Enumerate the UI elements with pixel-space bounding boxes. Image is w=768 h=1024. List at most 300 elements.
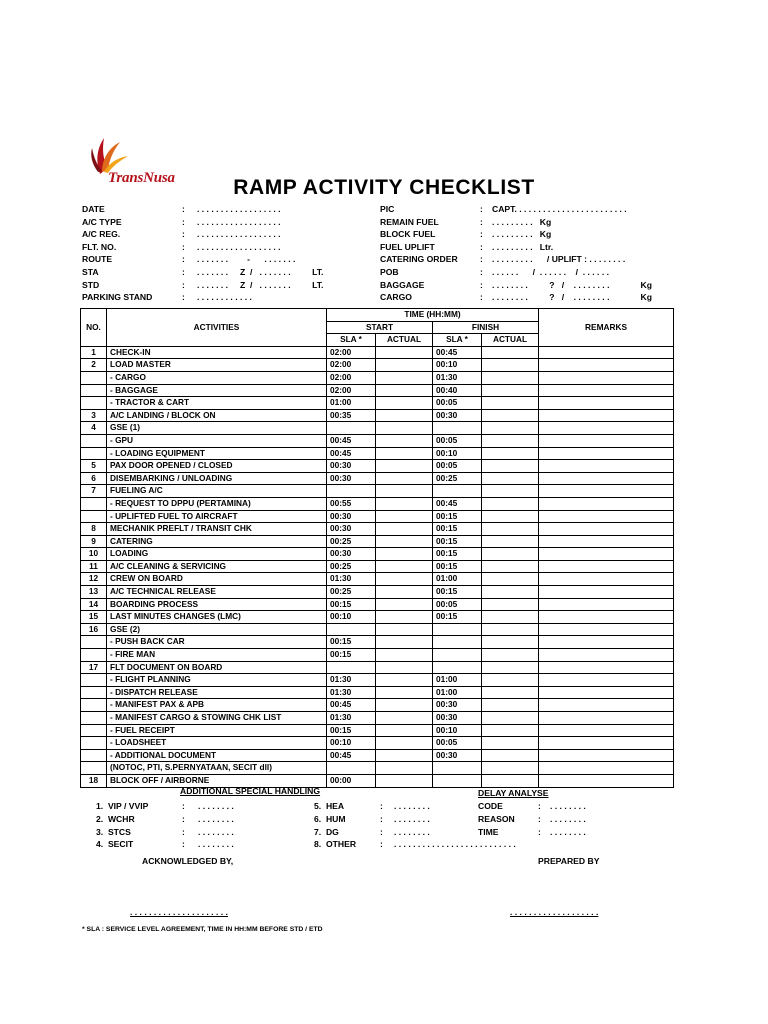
row-number: 16 [81, 623, 107, 636]
start-actual-cell[interactable] [376, 598, 433, 611]
field-label: 5. HEA [314, 801, 345, 811]
finish-sla-cell: 00:15 [433, 523, 482, 536]
table-row [81, 346, 674, 359]
row-number: 13 [81, 586, 107, 599]
remarks-cell[interactable] [539, 611, 674, 624]
finish-actual-cell[interactable] [482, 371, 539, 384]
start-actual-cell[interactable] [376, 497, 433, 510]
start-actual-cell[interactable] [376, 560, 433, 573]
start-sla-cell [327, 623, 376, 636]
col-header-finish: FINISH [433, 321, 539, 334]
finish-sla-cell [433, 636, 482, 649]
finish-sla-cell: 00:10 [433, 724, 482, 737]
finish-actual-cell[interactable] [482, 749, 539, 762]
row-number: 18 [81, 774, 107, 787]
finish-sla-cell: 00:05 [433, 434, 482, 447]
field-label: 7. DG [314, 826, 339, 837]
finish-actual-cell[interactable] [482, 560, 539, 573]
header-field-row [82, 266, 372, 279]
header-field-value[interactable]: . . . . . . . . . . . . . . . . . . [197, 216, 281, 227]
colon-separator: : [182, 229, 185, 240]
finish-actual-cell[interactable] [482, 472, 539, 485]
header-field-row [82, 241, 372, 254]
finish-sla-cell: 00:30 [433, 699, 482, 712]
row-number: 10 [81, 548, 107, 561]
row-number: 17 [81, 661, 107, 674]
header-field-value[interactable]: . . . . . . . . . Ltr. [492, 241, 554, 252]
table-row [81, 611, 674, 624]
finish-actual-cell[interactable] [482, 397, 539, 410]
remarks-cell[interactable] [539, 560, 674, 573]
finish-sla-cell: 00:15 [433, 510, 482, 523]
activity-table [80, 308, 674, 788]
row-number: 1 [81, 346, 107, 359]
header-field-row [380, 203, 680, 216]
header-field-value[interactable]: . . . . . . . - . . . . . . . [197, 254, 296, 265]
start-actual-cell[interactable] [376, 523, 433, 536]
finish-sla-cell: 00:05 [433, 598, 482, 611]
row-number: 12 [81, 573, 107, 586]
start-actual-cell[interactable] [376, 686, 433, 699]
table-row [81, 774, 674, 787]
remarks-cell[interactable] [539, 359, 674, 372]
finish-actual-cell[interactable] [482, 611, 539, 624]
finish-actual-cell[interactable] [482, 535, 539, 548]
start-sla-cell: 01:30 [327, 686, 376, 699]
activity-name: MECHANIK PREFLT / TRANSIT CHK [107, 523, 327, 536]
finish-actual-cell[interactable] [482, 686, 539, 699]
start-sla-cell: 01:00 [327, 397, 376, 410]
finish-actual-cell[interactable] [482, 586, 539, 599]
finish-actual-cell[interactable] [482, 724, 539, 737]
header-field-label: A/C TYPE [82, 216, 122, 227]
remarks-cell[interactable] [539, 371, 674, 384]
field-value[interactable]: . . . . . . . . [198, 826, 234, 837]
header-field-label: FUEL UPLIFT [380, 241, 435, 252]
finish-sla-cell: 01:00 [433, 686, 482, 699]
start-actual-cell[interactable] [376, 447, 433, 460]
header-field-value[interactable]: . . . . . . . . . . . . . . . . . . [197, 204, 281, 214]
remarks-cell[interactable] [539, 346, 674, 359]
colon-separator: : [182, 839, 185, 850]
col-header-no: NO. [81, 309, 107, 347]
remarks-cell[interactable] [539, 686, 674, 699]
colon-separator: : [182, 241, 185, 252]
remarks-cell[interactable] [539, 397, 674, 410]
finish-actual-cell[interactable] [482, 699, 539, 712]
start-sla-cell: 00:25 [327, 586, 376, 599]
start-sla-cell: 00:45 [327, 447, 376, 460]
header-field-value[interactable]: . . . . . . . Z / . . . . . . . LT. [197, 267, 324, 277]
header-field-row [380, 279, 680, 292]
start-actual-cell[interactable] [376, 649, 433, 662]
start-sla-cell: 00:45 [327, 699, 376, 712]
header-field-value[interactable]: . . . . . . . . ? / . . . . . . . . Kg [492, 279, 652, 290]
start-sla-cell: 00:15 [327, 636, 376, 649]
field-value[interactable]: . . . . . . . . [198, 813, 234, 824]
colon-separator: : [182, 279, 185, 290]
table-row [81, 497, 674, 510]
activity-name: - MANIFEST PAX & APB [107, 699, 327, 712]
start-actual-cell[interactable] [376, 661, 433, 674]
prepared-by-label: PREPARED BY [538, 856, 600, 866]
form-field-row [478, 813, 658, 826]
finish-actual-cell[interactable] [482, 762, 539, 775]
start-sla-cell: 01:30 [327, 674, 376, 687]
row-number [81, 434, 107, 447]
remarks-cell[interactable] [539, 586, 674, 599]
table-row [81, 523, 674, 536]
remarks-cell[interactable] [539, 712, 674, 725]
start-sla-cell: 01:30 [327, 712, 376, 725]
row-number [81, 674, 107, 687]
finish-actual-cell[interactable] [482, 460, 539, 473]
finish-sla-cell [433, 649, 482, 662]
table-row [81, 649, 674, 662]
header-field-label: PIC [380, 204, 395, 214]
start-actual-cell[interactable] [376, 586, 433, 599]
table-row [81, 560, 674, 573]
finish-actual-cell[interactable] [482, 737, 539, 750]
remarks-cell[interactable] [539, 737, 674, 750]
colon-separator: : [480, 292, 483, 303]
row-number [81, 384, 107, 397]
table-row [81, 510, 674, 523]
start-actual-cell[interactable] [376, 384, 433, 397]
start-actual-cell[interactable] [376, 573, 433, 586]
table-row [81, 460, 674, 473]
colon-separator: : [538, 813, 541, 824]
colon-separator: : [380, 826, 383, 837]
activity-name: GSE (1) [107, 422, 327, 435]
start-sla-cell: 00:25 [327, 535, 376, 548]
field-label: 8. OTHER [314, 839, 357, 850]
field-label: CODE [478, 801, 503, 811]
remarks-cell[interactable] [539, 472, 674, 485]
field-value[interactable]: . . . . . . . . [394, 801, 430, 811]
remarks-cell[interactable] [539, 447, 674, 460]
table-row [81, 535, 674, 548]
header-field-value[interactable]: . . . . . . . . . Kg [492, 216, 552, 227]
finish-actual-cell[interactable] [482, 359, 539, 372]
start-sla-cell: 00:30 [327, 523, 376, 536]
col-header-time: TIME (HH:MM) [327, 309, 539, 322]
special-handling-col1 [96, 800, 296, 851]
remarks-cell[interactable] [539, 623, 674, 636]
header-field-value[interactable]: . . . . . . / . . . . . . / . . . . . . [492, 267, 609, 277]
colon-separator: : [182, 826, 185, 837]
table-row [81, 586, 674, 599]
table-row [81, 422, 674, 435]
start-actual-cell[interactable] [376, 535, 433, 548]
table-row [81, 409, 674, 422]
table-row [81, 447, 674, 460]
finish-sla-cell [433, 623, 482, 636]
finish-actual-cell[interactable] [482, 774, 539, 787]
remarks-cell[interactable] [539, 497, 674, 510]
start-sla-cell: 00:30 [327, 472, 376, 485]
remarks-cell[interactable] [539, 535, 674, 548]
activity-name: GSE (2) [107, 623, 327, 636]
header-field-value[interactable]: . . . . . . . . . / UPLIFT : . . . . . . . . [492, 254, 626, 265]
activity-name: A/C CLEANING & SERVICING [107, 560, 327, 573]
start-actual-cell[interactable] [376, 712, 433, 725]
finish-actual-cell[interactable] [482, 674, 539, 687]
row-number [81, 737, 107, 750]
logo-text: TransNusa [108, 170, 175, 186]
remarks-cell[interactable] [539, 699, 674, 712]
finish-actual-cell[interactable] [482, 623, 539, 636]
finish-actual-cell[interactable] [482, 384, 539, 397]
start-sla-cell: 00:10 [327, 737, 376, 750]
header-field-value[interactable]: . . . . . . . . . . . . . . . . . . [197, 241, 281, 252]
colon-separator: : [182, 292, 185, 303]
remarks-cell[interactable] [539, 762, 674, 775]
remarks-cell[interactable] [539, 548, 674, 561]
remarks-cell[interactable] [539, 661, 674, 674]
remarks-cell[interactable] [539, 749, 674, 762]
finish-actual-cell[interactable] [482, 598, 539, 611]
activity-name: - BAGGAGE [107, 384, 327, 397]
start-actual-cell[interactable] [376, 510, 433, 523]
start-actual-cell[interactable] [376, 548, 433, 561]
remarks-cell[interactable] [539, 409, 674, 422]
row-number [81, 699, 107, 712]
form-field-row [478, 800, 658, 813]
start-sla-cell: 01:30 [327, 573, 376, 586]
field-value[interactable]: . . . . . . . . [550, 801, 586, 811]
header-field-row [82, 279, 372, 292]
field-value[interactable]: . . . . . . . . [198, 801, 234, 811]
activity-name: BLOCK OFF / AIRBORNE [107, 774, 327, 787]
col-header-finish-sla: SLA * [433, 334, 482, 347]
remarks-cell[interactable] [539, 434, 674, 447]
start-actual-cell[interactable] [376, 422, 433, 435]
header-field-label: STA [82, 267, 99, 277]
row-number [81, 712, 107, 725]
row-number: 4 [81, 422, 107, 435]
finish-actual-cell[interactable] [482, 573, 539, 586]
start-actual-cell[interactable] [376, 623, 433, 636]
col-header-start-sla: SLA * [327, 334, 376, 347]
header-field-label: BAGGAGE [380, 279, 425, 290]
remarks-cell[interactable] [539, 384, 674, 397]
start-sla-cell: 02:00 [327, 371, 376, 384]
start-actual-cell[interactable] [376, 359, 433, 372]
row-number [81, 497, 107, 510]
header-field-row [82, 228, 372, 241]
start-sla-cell: 00:55 [327, 497, 376, 510]
colon-separator: : [480, 241, 483, 252]
activity-name: - TRACTOR & CART [107, 397, 327, 410]
field-value[interactable]: . . . . . . . . [550, 826, 586, 837]
start-actual-cell[interactable] [376, 749, 433, 762]
remarks-cell[interactable] [539, 510, 674, 523]
finish-actual-cell[interactable] [482, 510, 539, 523]
table-row [81, 485, 674, 498]
start-actual-cell[interactable] [376, 346, 433, 359]
header-field-value[interactable]: . . . . . . . . ? / . . . . . . . . Kg [492, 292, 652, 303]
form-field-row [96, 800, 296, 813]
finish-actual-cell[interactable] [482, 497, 539, 510]
table-row [81, 623, 674, 636]
colon-separator: : [182, 813, 185, 824]
activity-name: (NOTOC, PTI, S.PERNYATAAN, SECIT dll) [107, 762, 327, 775]
activity-name: - REQUEST TO DPPU (PERTAMINA) [107, 497, 327, 510]
header-field-value[interactable]: . . . . . . . . . Kg [492, 229, 552, 240]
finish-sla-cell [433, 485, 482, 498]
activity-name: CREW ON BOARD [107, 573, 327, 586]
finish-actual-cell[interactable] [482, 649, 539, 662]
finish-actual-cell[interactable] [482, 346, 539, 359]
table-row [81, 737, 674, 750]
field-value[interactable]: . . . . . . . . [394, 813, 430, 824]
field-label: TIME [478, 826, 499, 837]
remarks-cell[interactable] [539, 649, 674, 662]
header-field-label: CARGO [380, 292, 412, 303]
header-field-value[interactable]: . . . . . . . . . . . . . . . . . . [197, 229, 281, 240]
activity-name: FUELING A/C [107, 485, 327, 498]
finish-sla-cell: 00:15 [433, 611, 482, 624]
finish-sla-cell: 00:45 [433, 346, 482, 359]
header-field-value[interactable]: . . . . . . . Z / . . . . . . . LT. [197, 279, 324, 290]
start-actual-cell[interactable] [376, 611, 433, 624]
start-actual-cell[interactable] [376, 774, 433, 787]
header-field-label: FLT. NO. [82, 241, 117, 252]
form-field-row [96, 813, 296, 826]
finish-sla-cell: 01:00 [433, 573, 482, 586]
activity-name: PAX DOOR OPENED / CLOSED [107, 460, 327, 473]
start-actual-cell[interactable] [376, 460, 433, 473]
field-label: 2. WCHR [96, 813, 135, 824]
remarks-cell[interactable] [539, 485, 674, 498]
header-field-value[interactable]: . . . . . . . . . . . . [197, 292, 252, 303]
colon-separator: : [380, 839, 383, 850]
start-sla-cell: 00:25 [327, 560, 376, 573]
field-label: 6. HUM [314, 813, 346, 824]
table-row [81, 661, 674, 674]
start-sla-cell: 00:30 [327, 460, 376, 473]
remarks-cell[interactable] [539, 724, 674, 737]
finish-actual-cell[interactable] [482, 422, 539, 435]
start-sla-cell: 02:00 [327, 359, 376, 372]
prepared-signature-line[interactable]: . . . . . . . . . . . . . . . . . . . [510, 907, 599, 917]
start-actual-cell[interactable] [376, 371, 433, 384]
finish-actual-cell[interactable] [482, 485, 539, 498]
activity-name: - ADDITIONAL DOCUMENT [107, 749, 327, 762]
start-actual-cell[interactable] [376, 397, 433, 410]
finish-actual-cell[interactable] [482, 712, 539, 725]
row-number: 6 [81, 472, 107, 485]
finish-actual-cell[interactable] [482, 548, 539, 561]
finish-actual-cell[interactable] [482, 523, 539, 536]
row-number [81, 371, 107, 384]
header-field-row [380, 253, 680, 266]
row-number: 7 [81, 485, 107, 498]
finish-sla-cell [433, 422, 482, 435]
start-actual-cell[interactable] [376, 674, 433, 687]
page-title: RAMP ACTIVITY CHECKLIST [233, 176, 535, 199]
remarks-cell[interactable] [539, 598, 674, 611]
col-header-start: START [327, 321, 433, 334]
additional-handling-title: ADDITIONAL SPECIAL HANDLING [180, 786, 321, 796]
table-row [81, 397, 674, 410]
row-number [81, 762, 107, 775]
remarks-cell[interactable] [539, 636, 674, 649]
start-sla-cell: 02:00 [327, 346, 376, 359]
remarks-cell[interactable] [539, 573, 674, 586]
field-value[interactable]: . . . . . . . . . . . . . . . . . . . . . . . . . . [394, 839, 516, 850]
start-actual-cell[interactable] [376, 485, 433, 498]
finish-actual-cell[interactable] [482, 447, 539, 460]
start-actual-cell[interactable] [376, 699, 433, 712]
start-sla-cell: 00:15 [327, 724, 376, 737]
remarks-cell[interactable] [539, 460, 674, 473]
colon-separator: : [538, 826, 541, 837]
header-field-row [380, 228, 680, 241]
start-actual-cell[interactable] [376, 762, 433, 775]
start-actual-cell[interactable] [376, 636, 433, 649]
finish-actual-cell[interactable] [482, 434, 539, 447]
row-number: 14 [81, 598, 107, 611]
table-row [81, 724, 674, 737]
header-field-row [380, 291, 680, 304]
field-value[interactable]: . . . . . . . . [198, 839, 234, 850]
finish-actual-cell[interactable] [482, 409, 539, 422]
activity-name: LOAD MASTER [107, 359, 327, 372]
colon-separator: : [182, 204, 185, 214]
remarks-cell[interactable] [539, 774, 674, 787]
header-field-label: ROUTE [82, 254, 113, 265]
field-value[interactable]: . . . . . . . . [394, 826, 430, 837]
finish-actual-cell[interactable] [482, 636, 539, 649]
acknowledged-signature-line[interactable]: . . . . . . . . . . . . . . . . . . . . . [130, 907, 228, 917]
finish-sla-cell: 00:15 [433, 535, 482, 548]
finish-sla-cell: 00:15 [433, 586, 482, 599]
finish-sla-cell [433, 661, 482, 674]
row-number [81, 510, 107, 523]
finish-sla-cell: 00:45 [433, 497, 482, 510]
start-sla-cell: 00:35 [327, 409, 376, 422]
start-actual-cell[interactable] [376, 409, 433, 422]
start-actual-cell[interactable] [376, 724, 433, 737]
field-value[interactable]: . . . . . . . . [550, 813, 586, 824]
remarks-cell[interactable] [539, 422, 674, 435]
start-sla-cell: 00:15 [327, 649, 376, 662]
header-field-label: STD [82, 279, 100, 290]
start-sla-cell [327, 422, 376, 435]
colon-separator: : [538, 801, 541, 811]
colon-separator: : [480, 254, 483, 265]
start-actual-cell[interactable] [376, 434, 433, 447]
row-number: 2 [81, 359, 107, 372]
remarks-cell[interactable] [539, 523, 674, 536]
start-actual-cell[interactable] [376, 737, 433, 750]
activity-name: FLT DOCUMENT ON BOARD [107, 661, 327, 674]
remarks-cell[interactable] [539, 674, 674, 687]
start-sla-cell [327, 661, 376, 674]
table-row [81, 434, 674, 447]
activity-name: - GPU [107, 434, 327, 447]
finish-sla-cell: 00:25 [433, 472, 482, 485]
colon-separator: : [380, 801, 383, 811]
col-header-start-actual: ACTUAL [376, 334, 433, 347]
activity-name: LAST MINUTES CHANGES (LMC) [107, 611, 327, 624]
start-actual-cell[interactable] [376, 472, 433, 485]
header-field-value[interactable]: CAPT. . . . . . . . . . . . . . . . . . . . . . . . [492, 204, 627, 214]
table-row [81, 636, 674, 649]
finish-actual-cell[interactable] [482, 661, 539, 674]
